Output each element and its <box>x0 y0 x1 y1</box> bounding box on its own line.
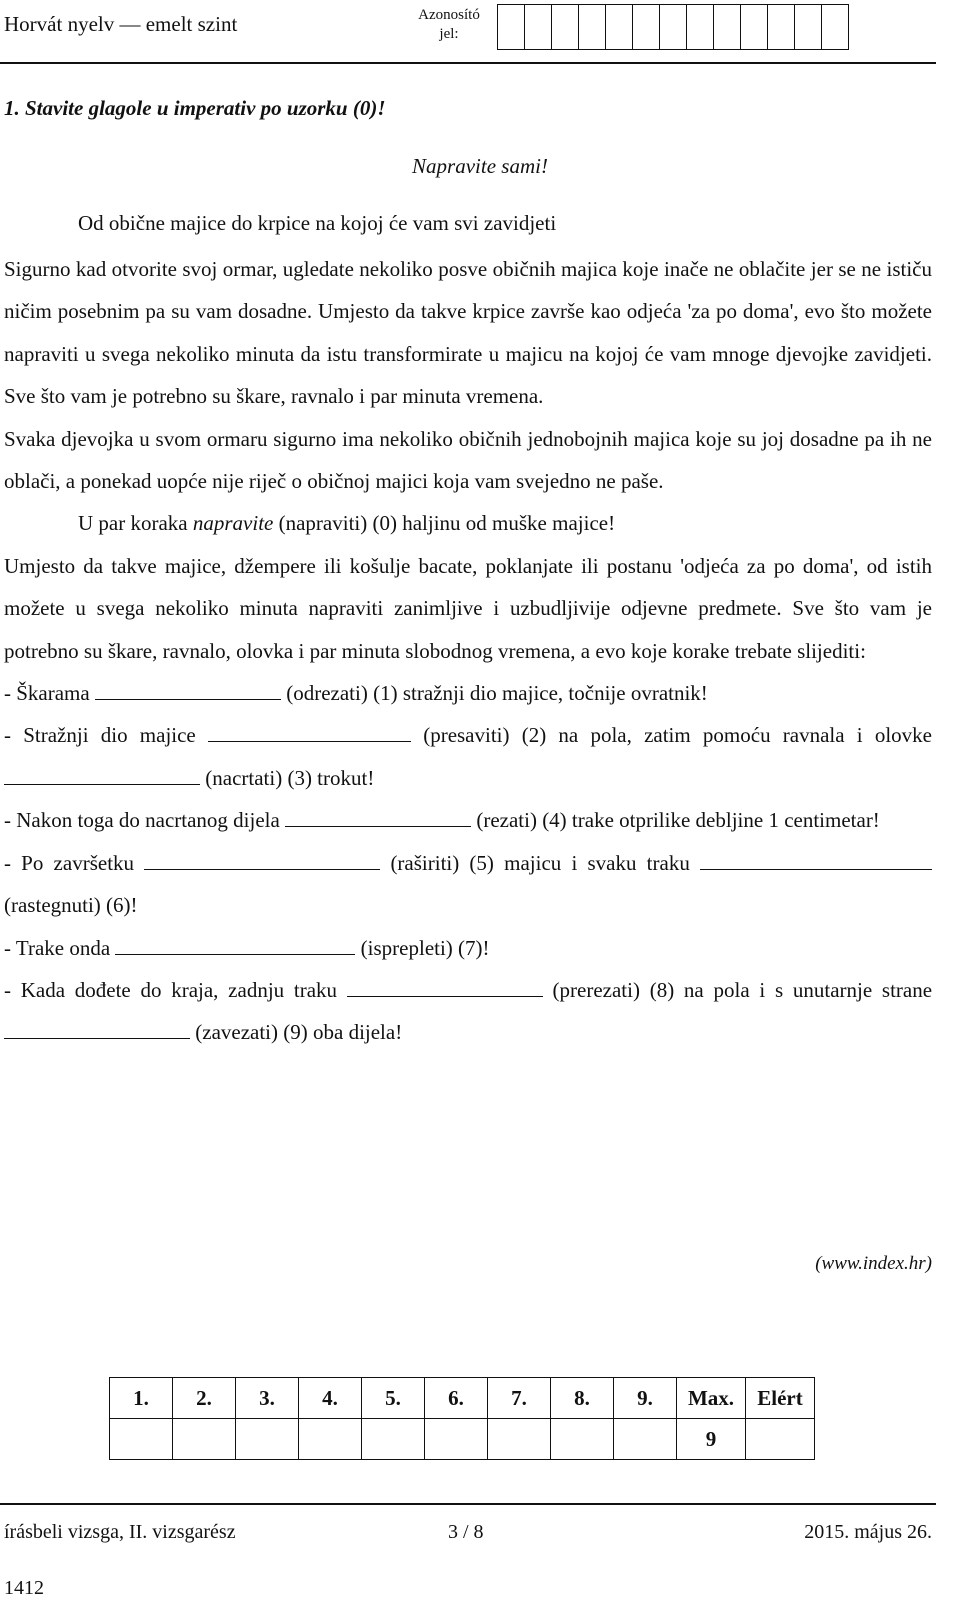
id-boxes <box>498 4 849 50</box>
score-col-2: 2. <box>173 1378 236 1419</box>
score-col-3: 3. <box>236 1378 299 1419</box>
step-text: (odrezati) (1) stražnji dio majice, točnije ovratnik! <box>286 681 708 706</box>
score-cell[interactable] <box>173 1419 236 1460</box>
score-cell[interactable] <box>425 1419 488 1460</box>
id-box[interactable] <box>794 4 822 50</box>
id-box[interactable] <box>632 4 660 50</box>
task-title: 1. Stavite glagole u imperativ po uzorku (0)! <box>4 96 386 120</box>
answer-blank-7[interactable] <box>115 936 355 955</box>
step-5 <box>4 927 932 969</box>
score-col-7: 7. <box>488 1378 551 1419</box>
step-text: (presaviti) (2) na pola, zatim pomoću ravnala i olovke <box>423 723 933 748</box>
step-text: - Škarama <box>4 681 90 706</box>
score-value-row <box>110 1419 815 1460</box>
score-col-4: 4. <box>299 1378 362 1419</box>
id-box[interactable] <box>713 4 741 50</box>
example-before: U par koraka <box>78 511 188 536</box>
answer-blank-5[interactable] <box>144 851 380 870</box>
score-table <box>109 1377 815 1460</box>
example-answer: napravite <box>192 511 274 536</box>
footer-exam-label: írásbeli vizsga, II. vizsgarész <box>4 1521 236 1543</box>
step-4 <box>4 842 932 927</box>
score-max-value: 9 <box>677 1419 746 1460</box>
step-text: (isprepleti) (7)! <box>360 935 490 960</box>
step-text: (raširiti) (5) majicu i svaku traku <box>390 850 690 875</box>
article-body <box>4 248 932 1054</box>
id-box[interactable] <box>740 4 768 50</box>
score-col-achieved: Elért <box>746 1378 815 1419</box>
score-cell[interactable] <box>362 1419 425 1460</box>
step-text: - Nakon toga do nacrtanog dijela <box>4 808 280 833</box>
subject-header: Horvát nyelv — emelt szint <box>4 12 238 36</box>
footer-date: 2015. május 26. <box>804 1521 932 1543</box>
score-col-1: 1. <box>110 1378 173 1419</box>
id-label: Azonosító jel: <box>418 7 480 42</box>
id-box[interactable] <box>686 4 714 50</box>
score-achieved-cell[interactable] <box>746 1419 815 1460</box>
article-subtitle: Napravite sami! <box>412 154 548 178</box>
score-header-row <box>110 1378 815 1419</box>
score-cell[interactable] <box>488 1419 551 1460</box>
article-title: Od obične majice do krpice na kojoj će vam svi zavidjeti <box>78 211 557 235</box>
step-text: - Trake onda <box>4 935 111 960</box>
example-line <box>4 502 932 544</box>
step-text: - Po završetku <box>4 850 135 875</box>
answer-blank-4[interactable] <box>285 808 471 827</box>
id-box[interactable] <box>605 4 633 50</box>
score-col-9: 9. <box>614 1378 677 1419</box>
step-text: (prerezati) (8) na pola i s unutarnje strane <box>552 977 933 1002</box>
paragraph-2: Svaka djevojka u svom ormaru sigurno ima nekoliko običnih jednobojnih majica koje su joj dosadne pa ih ne oblači, a ponekad uopće nije riječ o običnoj majici koja vam svejedno ne paše. <box>4 426 932 494</box>
score-col-5: 5. <box>362 1378 425 1419</box>
id-box[interactable] <box>767 4 795 50</box>
score-col-8: 8. <box>551 1378 614 1419</box>
paragraph-1: Sigurno kad otvorite svoj ormar, ugledate nekoliko posve običnih majica koje inače ne oblačite jer se ne ističu ničim posebnim pa su vam dosadne. Umjesto da takve krpice završe kao odjeća 'za po doma', evo što možete napraviti u svega nekoliko minuta da istu transformirate u majicu na kojoj će vam mnoge djevojke zavidjeti. Sve što vam je potrebno su škare, ravnalo i par minuta vremena. <box>4 257 932 409</box>
step-text: (rezati) (4) trake otprilike debljine 1 centimetar! <box>476 808 880 833</box>
step-text: (nacrtati) (3) trokut! <box>205 765 375 790</box>
score-col-6: 6. <box>425 1378 488 1419</box>
score-cell[interactable] <box>299 1419 362 1460</box>
score-cell[interactable] <box>236 1419 299 1460</box>
id-box[interactable] <box>551 4 579 50</box>
score-cell[interactable] <box>551 1419 614 1460</box>
footer-rule <box>0 1503 936 1505</box>
score-cell[interactable] <box>110 1419 173 1460</box>
id-box[interactable] <box>659 4 687 50</box>
step-text: - Kada dođete do kraja, zadnju traku <box>4 977 338 1002</box>
page-number: 3 / 8 <box>448 1521 484 1543</box>
header-rule <box>0 62 936 64</box>
step-text: (rastegnuti) (6)! <box>4 893 138 918</box>
step-text: (zavezati) (9) oba dijela! <box>195 1020 403 1045</box>
id-box[interactable] <box>578 4 606 50</box>
answer-blank-1[interactable] <box>95 681 281 700</box>
example-after: (napraviti) (0) haljinu od muške majice! <box>278 511 616 536</box>
score-cell[interactable] <box>614 1419 677 1460</box>
answer-blank-3[interactable] <box>4 766 200 785</box>
answer-blank-2[interactable] <box>208 723 411 742</box>
answer-blank-6[interactable] <box>700 851 932 870</box>
step-2 <box>4 714 932 799</box>
step-1 <box>4 672 932 714</box>
id-box[interactable] <box>821 4 849 50</box>
answer-blank-8[interactable] <box>347 978 543 997</box>
source-citation: (www.index.hr) <box>815 1253 932 1274</box>
answer-blank-9[interactable] <box>4 1020 190 1039</box>
id-box[interactable] <box>524 4 552 50</box>
footer-code: 1412 <box>4 1577 44 1599</box>
paragraph-3: Umjesto da takve majice, džempere ili košulje bacate, poklanjate ili postanu 'odjeća za po doma', od istih možete u svega nekoliko minuta napraviti zanimljive i uzbudljivije odjevne predmete. Sve što vam je potrebno su škare, ravnalo, olovka i par minuta slobodnog vremena, a evo koje korake trebate slijediti: <box>4 553 932 663</box>
step-3 <box>4 799 932 841</box>
score-col-max: Max. <box>677 1378 746 1419</box>
id-box[interactable] <box>497 4 525 50</box>
step-6 <box>4 969 932 1054</box>
step-text: - Stražnji dio majice <box>4 723 196 748</box>
